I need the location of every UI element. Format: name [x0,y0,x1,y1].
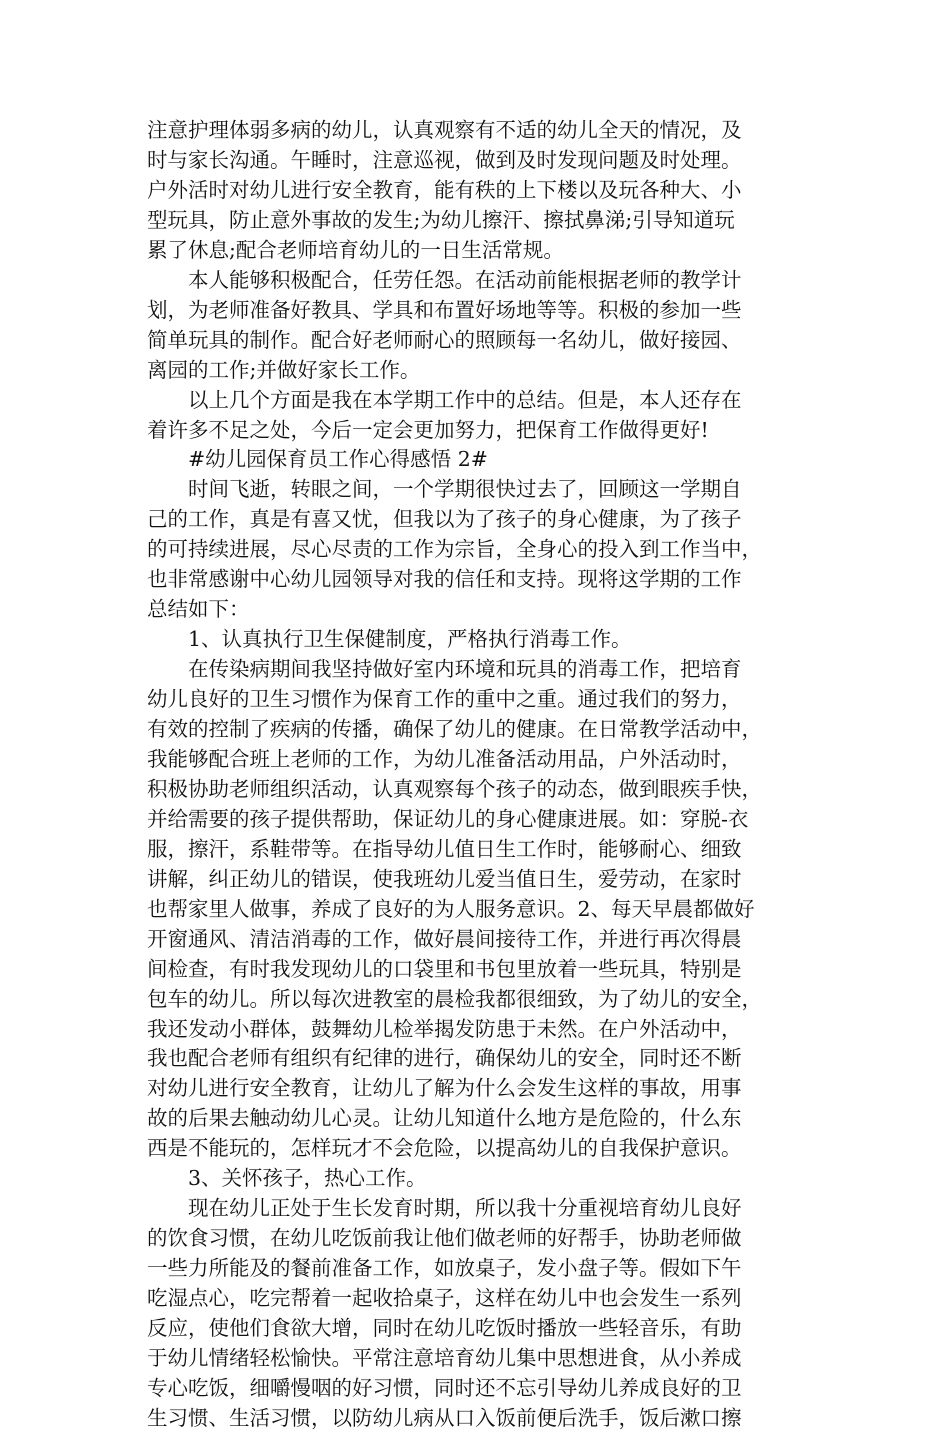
text-line: 时与家长沟通。午睡时，注意巡视，做到及时发现问题及时处理。 [147,147,742,172]
text-line: 生习惯、生活习惯，以防幼儿病从口入饭前便后洗手，饭后漱口擦 [147,1405,742,1430]
text-line: 于幼儿情绪轻松愉快。平常注意培育幼儿集中思想进食，从小养成 [147,1345,742,1370]
text-line: 简单玩具的制作。配合好老师耐心的照顾每一名幼儿，做好接园、 [147,327,742,352]
text-line: 西是不能玩的，怎样玩才不会危险，以提高幼儿的自我保护意识。 [147,1136,742,1161]
text-line: 己的工作，真是有喜又忧，但我以为了孩子的身心健康，为了孩子 [147,507,742,532]
text-line: 故的后果去触动幼儿心灵。让幼儿知道什么地方是危险的，什么东 [147,1106,742,1131]
text-line: 的饮食习惯，在幼儿吃饭前我让他们做老师的好帮手，协助老师做 [147,1226,742,1251]
text-line: 讲解，纠正幼儿的错误，使我班幼儿爱当值日生，爱劳动，在家时 [147,866,742,891]
text-line: 专心吃饭，细嚼慢咽的好习惯，同时还不忘引导幼儿养成良好的卫 [147,1375,742,1400]
text-line: 积极协助老师组织活动，认真观察每个孩子的动态，做到眼疾手快， [147,776,762,801]
text-line: 开窗通风、清洁消毒的工作，做好晨间接待工作，并进行再次得晨 [147,926,742,951]
text-line: 时间飞逝，转眼之间，一个学期很快过去了，回顾这一学期自 [188,477,742,502]
text-line: 注意护理体弱多病的幼儿，认真观察有不适的幼儿全天的情况，及 [147,118,742,142]
text-line: 服，擦汗，系鞋带等。在指导幼儿值日生工作时，能够耐心、细致 [147,836,742,861]
text-line: 现在幼儿正处于生长发育时期，所以我十分重视培育幼儿良好 [188,1196,742,1221]
text-line: #幼儿园保育员工作心得感悟 2# [188,447,488,472]
text-line: 着许多不足之处，今后一定会更加努力，把保育工作做得更好! [147,417,709,442]
text-line: 有效的控制了疾病的传播，确保了幼儿的健康。在日常教学活动中， [147,717,762,741]
text-line: 1、认真执行卫生保健制度，严格执行消毒工作。 [188,627,632,652]
text-line: 划，为老师准备好教具、学具和布置好场地等等。积极的参加一些 [147,297,742,322]
text-line: 本人能够积极配合，任劳任怨。在活动前能根据老师的教学计 [188,267,742,292]
text-line: 间检查，有时我发现幼儿的口袋里和书包里放着一些玩具，特别是 [147,956,742,981]
text-line: 一些力所能及的餐前准备工作，如放桌子，发小盘子等。假如下午 [147,1256,742,1281]
text-line: 离园的工作;并做好家长工作。 [147,357,421,382]
text-line: 包车的幼儿。所以每次进教室的晨检我都很细致，为了幼儿的安全， [147,986,762,1011]
text-line: 户外活时对幼儿进行安全教育，能有秩的上下楼以及玩各种大、小 [147,177,742,202]
text-line: 累了休息;配合老师培育幼儿的一日生活常规。 [147,237,564,262]
text-line: 对幼儿进行安全教育，让幼儿了解为什么会发生这样的事故，用事 [147,1076,742,1101]
text-line: 的可持续进展，尽心尽责的工作为宗旨，全身心的投入到工作当中， [147,537,762,562]
text-line: 我还发动小群体，鼓舞幼儿检举揭发防患于未然。在户外活动中， [147,1016,742,1041]
text-line: 3、关怀孩子，热心工作。 [188,1166,427,1191]
text-line: 也非常感谢中心幼儿园领导对我的信任和支持。现将这学期的工作 [147,567,742,592]
text-line: 吃湿点心，吃完帮着一起收拾桌子，这样在幼儿中也会发生一系列 [147,1286,742,1311]
text-line: 总结如下： [147,597,250,622]
text-line: 也帮家里人做事，养成了良好的为人服务意识。2、每天早晨都做好 [147,896,755,921]
text-line: 我也配合老师有组织有纪律的进行，确保幼儿的安全，同时还不断 [147,1046,742,1071]
text-line: 型玩具，防止意外事故的发生;为幼儿擦汗、擦拭鼻涕;引导知道玩 [147,207,735,232]
text-line: 反应，使他们食欲大增，同时在幼儿吃饭时播放一些轻音乐，有助 [147,1316,742,1340]
text-line: 我能够配合班上老师的工作，为幼儿准备活动用品，户外活动时， [147,746,742,771]
text-line: 幼儿良好的卫生习惯作为保育工作的重中之重。通过我们的努力， [147,687,742,712]
text-line: 并给需要的孩子提供帮助，保证幼儿的身心健康进展。如：穿脱-衣 [147,806,749,831]
text-line: 在传染病期间我坚持做好室内环境和玩具的消毒工作，把培育 [188,657,742,682]
text-line: 以上几个方面是我在本学期工作中的总结。但是，本人还存在 [188,387,742,412]
